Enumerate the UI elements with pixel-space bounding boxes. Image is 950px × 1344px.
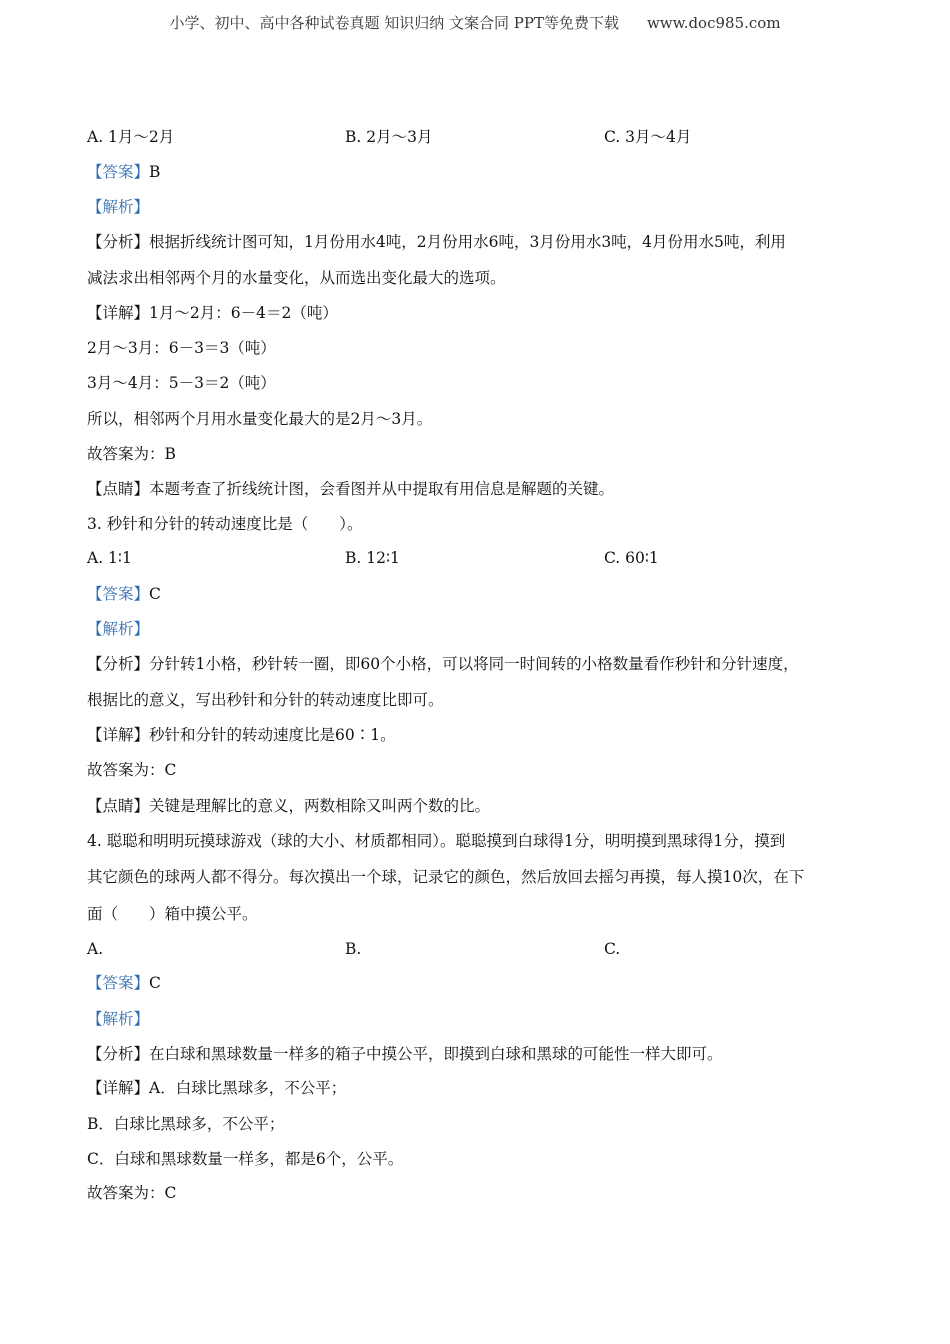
q3-option-a: A. 1∶1 — [87, 549, 132, 567]
q2-analysis — [87, 196, 877, 218]
q4-question-3: 面（ ）箱中摸公平。 — [87, 905, 258, 923]
q4-analysis — [87, 1008, 877, 1030]
q2-detail-1 — [87, 302, 877, 324]
fenxi-tag: 【分析】 — [87, 1045, 150, 1063]
q2-answer — [87, 161, 877, 183]
q4-answer — [87, 972, 877, 994]
q4-final: 故答案为：C — [87, 1184, 177, 1202]
fenxi-text: 在白球和黑球数量一样多的箱子中摸公平，即摸到白球和黑球的可能性一样大即可。 — [149, 1045, 723, 1063]
q2-comment — [87, 478, 877, 500]
fenxi-tag: 【分析】 — [87, 233, 150, 251]
q3-option-c: C. 60∶1 — [604, 549, 659, 567]
analysis-tag: 【解析】 — [87, 198, 150, 216]
q2-option-b: B. 2月～3月 — [345, 128, 433, 146]
detail-tag: 【详解】 — [87, 1079, 150, 1097]
q4-option-c: C. — [604, 940, 621, 958]
q4-option-b: B. — [345, 940, 362, 958]
detail-text: 1月～2月：6－4＝2（吨） — [149, 304, 338, 322]
q2-detail-4: 所以，相邻两个月用水量变化最大的是2月～3月。 — [87, 410, 433, 428]
fenxi-text: 根据折线统计图可知，1月份用水4吨，2月份用水6吨，3月份用水3吨，4月份用水5吨，利用 — [149, 233, 786, 251]
comment-text: 关键是理解比的意义，两数相除又叫两个数的比。 — [149, 797, 491, 815]
answer-value: B — [149, 163, 161, 181]
q2-option-a: A. 1月～2月 — [87, 128, 175, 146]
q2-fenxi-2: 减法求出相邻两个月的水量变化，从而选出变化最大的选项。 — [87, 269, 506, 287]
q4-option-a: A. — [87, 940, 104, 958]
q3-final: 故答案为：C — [87, 761, 177, 779]
q3-detail-1 — [87, 724, 877, 746]
q3-option-b: B. 12∶1 — [345, 549, 400, 567]
q3-analysis — [87, 618, 877, 640]
q2-final: 故答案为：B — [87, 445, 176, 463]
q3-fenxi-1 — [87, 653, 877, 675]
answer-value: C — [149, 585, 161, 603]
q4-fenxi-1 — [87, 1043, 877, 1065]
header-text: 小学、初中、高中各种试卷真题 知识归纳 文案合同 PPT等免费下载 — [169, 14, 619, 32]
q2-fenxi-1 — [87, 231, 877, 253]
answer-tag: 【答案】 — [87, 585, 150, 603]
comment-tag: 【点睛】 — [87, 797, 150, 815]
q3-fenxi-2: 根据比的意义，写出秒针和分针的转动速度比即可。 — [87, 691, 444, 709]
fenxi-tag: 【分析】 — [87, 655, 150, 673]
comment-tag: 【点睛】 — [87, 480, 150, 498]
q4-question-1: 4. 聪聪和明明玩摸球游戏（球的大小、材质都相同）。聪聪摸到白球得1分，明明摸到黑球得1分，摸到 — [87, 832, 786, 850]
q2-option-c: C. 3月～4月 — [604, 128, 692, 146]
q2-detail-3: 3月～4月：5－3＝2（吨） — [87, 374, 276, 392]
q3-question: 3. 秒针和分针的转动速度比是（ ）。 — [87, 515, 363, 533]
q2-detail-2: 2月～3月：6－3＝3（吨） — [87, 339, 276, 357]
detail-text: A．白球比黑球多，不公平； — [149, 1079, 347, 1097]
q4-detail-2: B．白球比黑球多，不公平； — [87, 1115, 285, 1133]
analysis-tag: 【解析】 — [87, 620, 150, 638]
answer-tag: 【答案】 — [87, 974, 150, 992]
q4-detail-3: C．白球和黑球数量一样多，都是6个，公平。 — [87, 1150, 404, 1168]
analysis-tag: 【解析】 — [87, 1010, 150, 1028]
q3-comment — [87, 795, 877, 817]
q3-answer — [87, 583, 877, 605]
comment-text: 本题考查了折线统计图，会看图并从中提取有用信息是解题的关键。 — [149, 480, 615, 498]
detail-tag: 【详解】 — [87, 304, 150, 322]
detail-text: 秒针和分针的转动速度比是60∶1。 — [149, 726, 396, 744]
answer-value: C — [149, 974, 161, 992]
page-header — [0, 12, 950, 33]
header-site: www.doc985.com — [646, 14, 781, 32]
detail-tag: 【详解】 — [87, 726, 150, 744]
fenxi-text: 分针转1小格，秒针转一圈，即60个小格，可以将同一时间转的小格数量看作秒针和分针速度， — [149, 655, 799, 673]
answer-tag: 【答案】 — [87, 163, 150, 181]
q4-detail-1 — [87, 1077, 877, 1099]
q4-question-2: 其它颜色的球两人都不得分。每次摸出一个球，记录它的颜色，然后放回去摇匀再摸，每人摸10次，在下 — [87, 868, 805, 886]
